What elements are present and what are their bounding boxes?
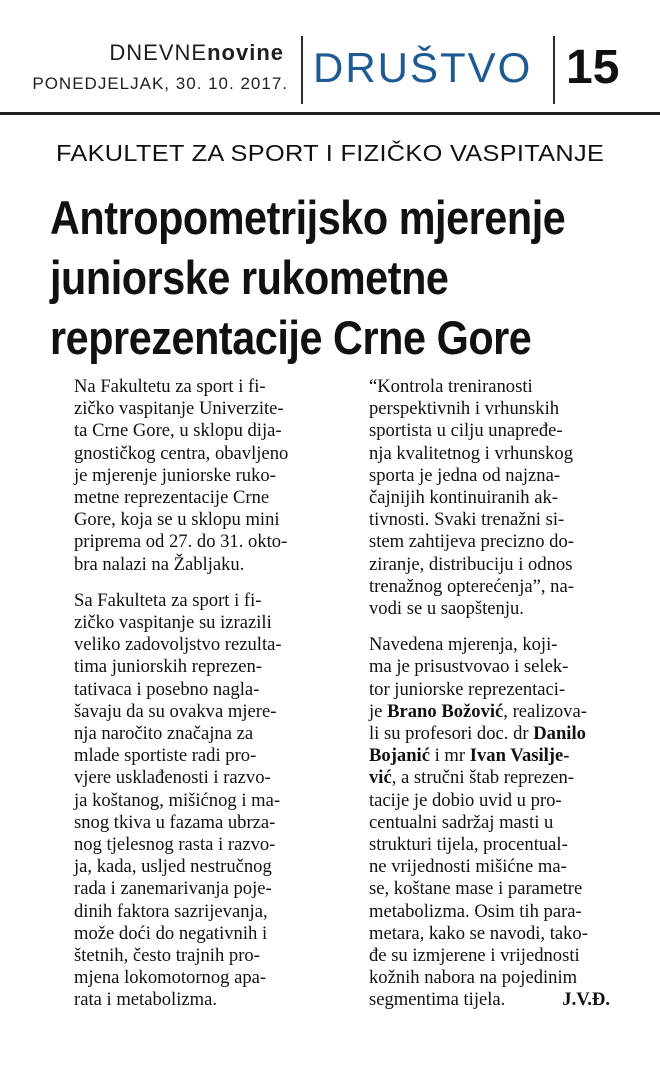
- issue-date: PONEDJELJAK, 30. 10. 2017.: [32, 74, 288, 93]
- headline-line: Antropometrijsko mjerenje: [50, 191, 566, 244]
- person-name: Ivan Vasilje-: [469, 745, 570, 767]
- section-title: DRUŠTVO: [313, 44, 533, 91]
- person-name: Danilo: [533, 723, 586, 745]
- paragraph: Navedena mjerenja, koji- ma je prisustvovao i selek- tor juniorske reprezentaci- je Brano Božović, realizova- li su profesori doc. dr Danilo Bojanić i mr Ivan Vasilje- vić, a stručni štab reprezen- tacije je dobio uvid u pro- centualni sadržaj masti u strukturi tijela, procentual- ne vrijednosti mišićne ma- se, koštane mase i parametre metabolizma. Osim tih para- metara, kako se navodi, tako- đe su izmjerene i vrijednosti kožnih nabora na pojedinim segmentima tijela. J.V.Đ.: [369, 634, 610, 1011]
- article-column-right: [345, 376, 610, 1012]
- author-signature: J.V.Đ.: [562, 989, 610, 1011]
- article-kicker: FAKULTET ZA SPORT I FIZIČKO VASPITANJE: [56, 140, 605, 166]
- person-name: Brano Božović: [387, 700, 504, 722]
- page-number: 15: [566, 41, 620, 94]
- newspaper-name: DNEVNEnovine: [109, 40, 284, 65]
- article-column-left: [50, 376, 310, 1012]
- page-header: [0, 0, 660, 113]
- person-name: Bojanić: [369, 745, 430, 767]
- article-headline: [50, 188, 569, 368]
- paragraph: “Kontrola treniranosti perspektivnih i vrhunskih sportista u cilju unapređe- nja kvalitetnog i vrhunskog sporta je jedna od najzna- čajnijih kontinuiranih ak- tivnosti. Svaki trenažni si- stem zahtijeva precizno do- ziranje, distribuciju i odnos trenažnog opterećenja”, na- vodi se u saopštenju.: [369, 376, 574, 620]
- headline-line: juniorske rukometne: [50, 251, 449, 304]
- header-divider: [301, 36, 303, 104]
- header-rule: [0, 112, 660, 115]
- person-name: vić: [369, 767, 392, 789]
- paragraph: Na Fakultetu za sport i fi- zičko vaspitanje Univerzite- ta Crne Gore, u sklopu dija- gnostičkog centra, obavljeno je mjerenje juniorske ruko- metne reprezentacije Crne Gore, koja se u sklopu mini priprema od 27. do 31. okto- bra nalazi na Žabljaku.: [74, 376, 289, 575]
- header-divider: [553, 36, 555, 104]
- paragraph: Sa Fakulteta za sport i fi- zičko vaspitanje su izrazili veliko zadovoljstvo rezulta- tima juniorskih reprezen- tativaca i posebno nagla- šavaju da su ovakva mjere- nja naročito značajna za mlade sportiste radi pro- vjere usklađenosti i razvo- ja koštanog, mišićnog i ma- snog tkiva u fazama ubrza- nog tjelesnog rasta i razvo- ja, kada, usljed nestručnog rada i zanemarivanja poje- dinih faktora sazrijevanja, može doći do negativnih i štetnih, često trajnih pro- mjena lokomotornog apa- rata i metabolizma.: [74, 589, 282, 1011]
- headline-line: reprezentacije Crne Gore: [50, 311, 532, 364]
